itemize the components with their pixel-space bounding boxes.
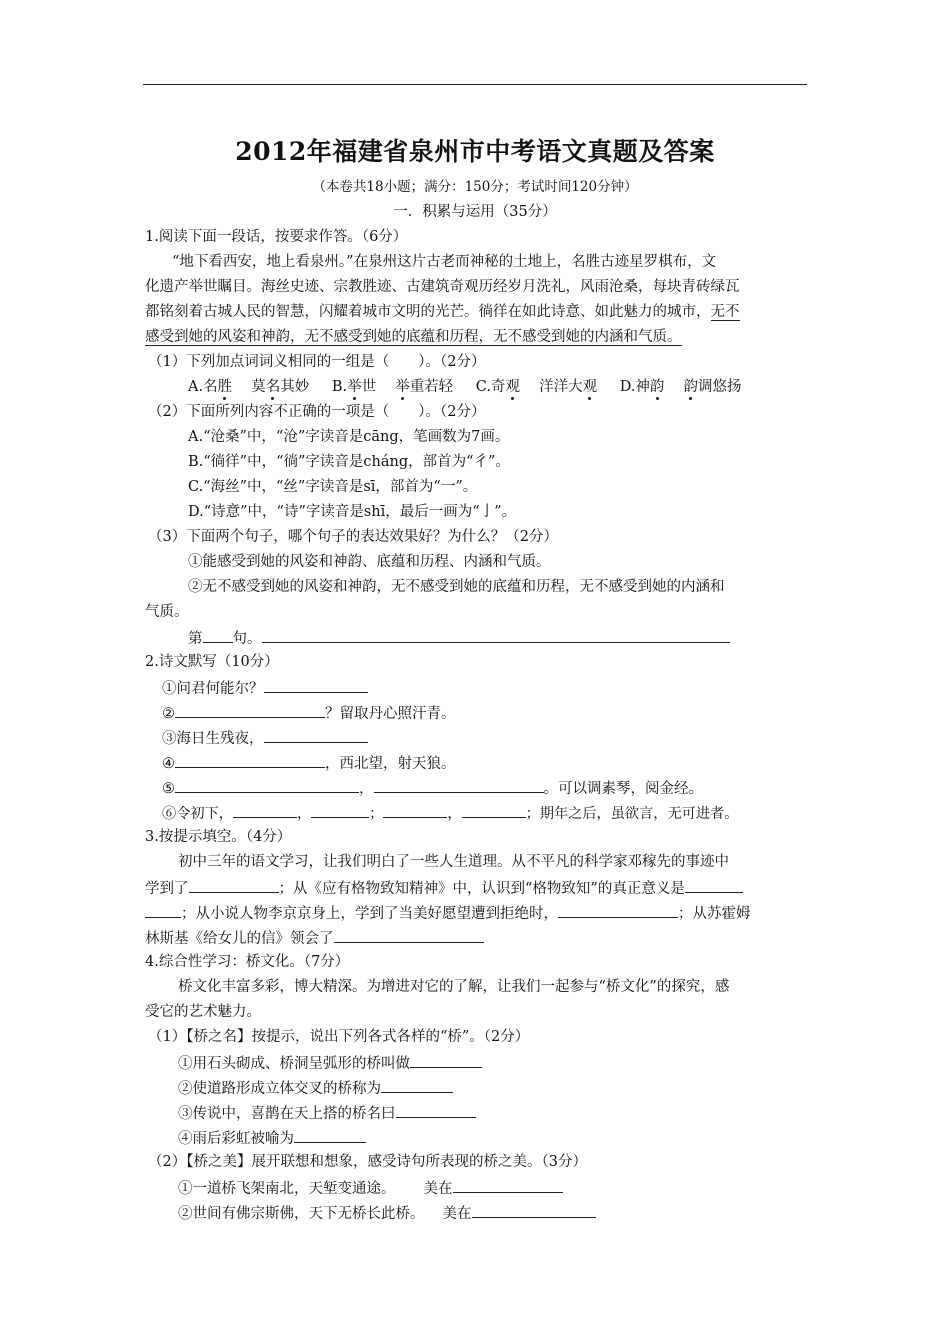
poem-text: ， <box>359 781 374 797</box>
question-4-heading: 4.综合性学习：桥文化。（7分） <box>145 954 350 970</box>
subquestion-1: （1）【桥之名】按提示，说出下列各式各样的“桥”。（2分） <box>148 1029 530 1045</box>
passage-line <box>145 327 682 347</box>
passage-line: 化遗产举世瞩目。海丝史迹、宗教胜迹、古建筑奇观历经岁月洗礼，风雨沧桑，每块青砖绿瓦 <box>145 279 740 295</box>
answer-blank[interactable] <box>189 877 279 893</box>
answer-blank[interactable] <box>453 1177 563 1193</box>
answer-blank[interactable] <box>383 802 447 818</box>
poem-text: ⑥令初下， <box>162 806 233 822</box>
answer-blank[interactable] <box>410 1052 482 1068</box>
option-d: D.神韵 韵调悠扬 <box>619 379 742 395</box>
page-title: 2012年福建省泉州市中考语文真题及答案 <box>235 137 715 166</box>
exam-info: （本卷共18小题；满分：150分；考试时间120分钟） <box>312 179 638 195</box>
poem-line <box>162 702 456 724</box>
answer-blank[interactable] <box>262 627 730 643</box>
answer-blank[interactable] <box>175 752 325 768</box>
poem-text: ② <box>162 706 175 722</box>
poem-line <box>162 777 703 799</box>
answer-blank[interactable] <box>381 1077 453 1093</box>
fill-line: ②世间有佛宗斯佛，天下无桥长此桥。 美在 <box>178 1202 596 1224</box>
answer-blank[interactable] <box>462 802 526 818</box>
poem-text: ①问君何能尔？ <box>162 681 264 697</box>
poem-text: 。可以调素琴，阅金经。 <box>543 781 703 797</box>
header-rule <box>143 84 807 85</box>
fill-line: ③传说中，喜鹊在天上搭的桥名曰 <box>178 1102 476 1124</box>
sentence-2: ②无不感受到她的风姿和神韵，无不感受到她的底蕴和历程，无不感受到她的内涵和 <box>188 579 725 595</box>
passage-line: ；从小说人物李京京身上，学到了当美好愿望遭到拒绝时， ；从苏霍姆 <box>145 902 751 924</box>
poem-text: ？留取丹心照汗青。 <box>325 706 456 722</box>
answer-options <box>188 377 742 397</box>
question-3-heading: 3.按提示填空。（4分） <box>145 829 292 845</box>
underlined-text: 无不 <box>710 304 740 320</box>
poem-line <box>162 752 456 774</box>
answer-line <box>188 627 730 649</box>
passage-line: 受它的艺术魅力。 <box>145 1004 261 1020</box>
poem-line <box>162 677 368 699</box>
subquestion-2: （2）下面所列内容不正确的一项是（ ）。（2分） <box>148 404 486 420</box>
passage-line: 学到了 ；从《应有格物致知精神》中，认识到“格物致知”的真正意义是 <box>145 877 743 899</box>
answer-blank[interactable] <box>374 777 544 793</box>
poem-text: ；期年之后，虽欲言，无可进者。 <box>525 806 739 822</box>
subquestion-3: （3）下面两个句子，哪个句子的表达效果好？为什么？（2分） <box>148 529 558 545</box>
section-heading: 一．积累与运用（35分） <box>393 204 557 220</box>
answer-blank[interactable] <box>264 677 368 693</box>
answer-blank[interactable] <box>203 627 233 643</box>
sentence-1: ①能感受到她的风姿和神韵、底蕴和历程、内涵和气质。 <box>188 554 551 570</box>
answer-blank[interactable] <box>233 802 297 818</box>
answer-blank[interactable] <box>558 902 678 918</box>
option-c: C.“海丝”中，“丝”字读音是sī，部首为“一”。 <box>188 479 478 495</box>
answer-blank[interactable] <box>145 902 181 918</box>
poem-text: ③海日生残夜， <box>162 731 264 747</box>
option-a: A.名胜 莫名其妙 <box>188 379 310 395</box>
question-2-heading: 2.诗文默写（10分） <box>145 654 279 670</box>
answer-label: 句。 <box>232 631 262 647</box>
answer-blank[interactable] <box>396 1102 476 1118</box>
option-d: D.“诗意”中，“诗”字读音是shī，最后一画为“亅”。 <box>188 504 517 520</box>
question-1-heading: 1.阅读下面一段话，按要求作答。（6分） <box>145 229 408 245</box>
fill-line: ①用石头砌成、桥洞呈弧形的桥叫做 <box>178 1052 482 1074</box>
fill-line: ①一道桥飞架南北，天堑变通途。 美在 <box>178 1177 563 1199</box>
answer-blank[interactable] <box>294 1127 366 1143</box>
option-b: B.“徜徉”中，“徜”字读音是cháng，部首为“彳”。 <box>188 454 510 470</box>
option-a: A.“沧桑”中，“沧”字读音是cāng，笔画数为7画。 <box>188 429 510 445</box>
poem-text: ④ <box>162 756 175 772</box>
answer-blank[interactable] <box>685 877 743 893</box>
passage-line <box>145 302 740 322</box>
answer-blank[interactable] <box>334 927 484 943</box>
fill-line: ②使道路形成立体交叉的桥称为 <box>178 1077 453 1099</box>
passage-line: 林斯基《给女儿的信》领会了 <box>145 927 484 949</box>
passage-line: “地下看西安，地上看泉州。”在泉州这片古老而神秘的土地上，名胜古迹星罗棋布，文 <box>172 254 717 270</box>
option-b: B.举世 举重若轻 <box>331 379 454 395</box>
option-c: C.奇观 洋洋大观 <box>475 379 598 395</box>
poem-line <box>162 727 368 749</box>
passage-line: 初中三年的语文学习，让我们明白了一些人生道理。从不平凡的科学家邓稼先的事迹中 <box>178 854 729 870</box>
answer-blank[interactable] <box>311 802 369 818</box>
poem-text: ，西北望，射天狼。 <box>325 756 456 772</box>
sentence-2-cont: 气质。 <box>145 604 189 620</box>
poem-line: ⑥令初下， ， ； ， ；期年之后，虽欲言，无可进者。 <box>162 802 738 824</box>
answer-blank[interactable] <box>264 727 368 743</box>
poem-text: ⑤ <box>162 781 175 797</box>
subquestion-2: （2）【桥之美】展开联想和想象，感受诗句所表现的桥之美。（3分） <box>148 1154 587 1170</box>
passage-line: 桥文化丰富多彩，博大精深。为增进对它的了解，让我们一起参与“桥文化”的探究，感 <box>178 979 730 995</box>
subquestion-1: （1）下列加点词词义相同的一组是（ ）。（2分） <box>148 354 486 370</box>
fill-line: ④雨后彩虹被喻为 <box>178 1127 366 1149</box>
answer-label: 第 <box>188 631 203 647</box>
passage-text: 都铭刻着古城人民的智慧，闪耀着城市文明的光芒。徜徉在如此诗意、如此魅力的城市， <box>145 304 711 320</box>
answer-blank[interactable] <box>472 1202 596 1218</box>
underlined-text: 感受到她的风姿和神韵，无不感受到她的底蕴和历程，无不感受到她的内涵和气质。 <box>145 329 682 345</box>
answer-blank[interactable] <box>175 702 325 718</box>
answer-blank[interactable] <box>175 777 359 793</box>
